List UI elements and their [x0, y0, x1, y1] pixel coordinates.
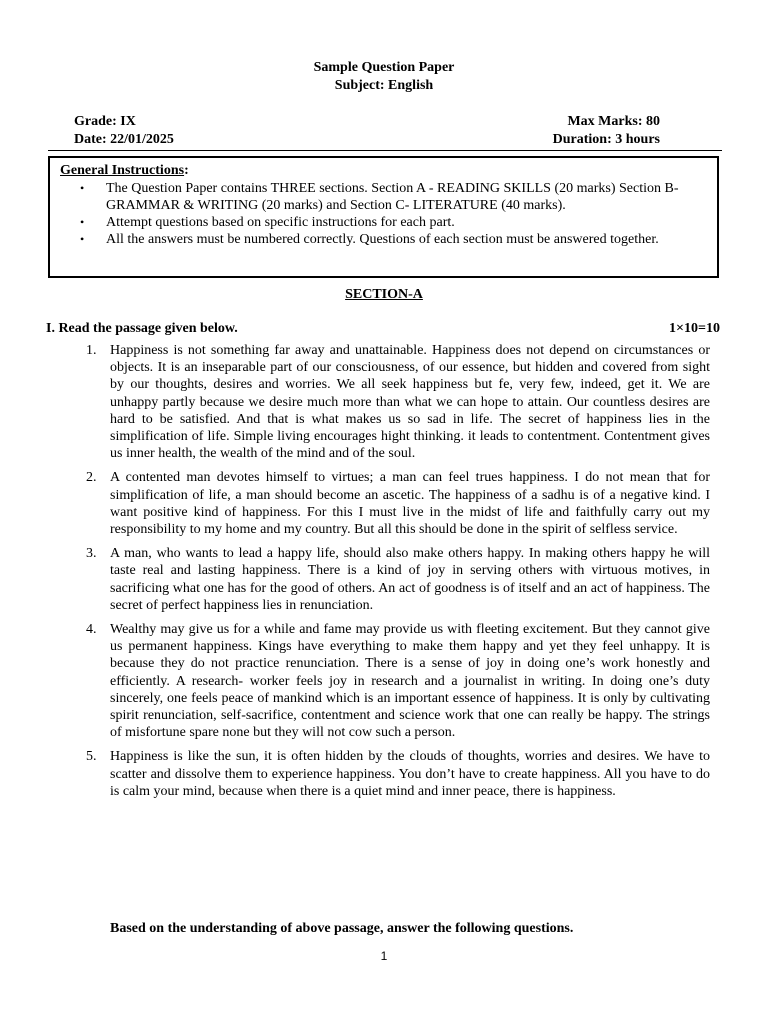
- question-text: I. Read the passage given below.: [46, 321, 238, 336]
- instruction-item: • All the answers must be numbered correctly. Questions of each section must be answered together.: [80, 232, 659, 247]
- passage-paragraph: 2. A contented man devotes himself to virtues; a man can feel trues happiness. I do not mean that for simplification of life, a man should become an ascetic. The happiness of a sadhu is of a negative kind. I want positive kind of happiness. For this I must live in the midst of life and faithfully carry out my responsibility to my home and my country. But all this should be done in the spirit of selfless service.: [86, 470, 710, 538]
- section-title: SECTION-A: [345, 287, 423, 302]
- questions-prompt: Based on the understanding of above passage, answer the following questions.: [110, 921, 574, 936]
- duration-label: Duration: 3 hours: [552, 132, 660, 147]
- passage-paragraph: 5. Happiness is like the sun, it is often hidden by the clouds of thoughts, worries and desires. We have to scatter and dissolve them to experience happiness. You don’t have to create happiness. All you have to do is calm your mind, because when there is a quiet mind and inner peace, there is happiness.: [86, 749, 710, 799]
- question-heading: [46, 320, 720, 338]
- meta-row-grade: [74, 113, 660, 131]
- bullet-icon: •: [80, 215, 85, 229]
- passage-paragraph: 3. A man, who wants to lead a happy life, should also make others happy. In making others happy he will taste real and lasting happiness. There is a kind of joy in serving others with virtuous motives, in sacrificing what one has for the good of others. An act of goodness is of itself and an act of happiness. The secret of perfect happiness lies in renunciation.: [86, 546, 710, 613]
- instructions-heading: General Instructions:: [60, 163, 189, 178]
- page-number: 1: [380, 949, 388, 963]
- paper-title: Sample Question Paper: [313, 60, 455, 75]
- instruction-item: • Attempt questions based on specific instructions for each part.: [80, 215, 455, 230]
- meta-row-date: [74, 131, 660, 149]
- max-marks-label: Max Marks: 80: [567, 114, 660, 129]
- passage-paragraph: 1. Happiness is not something far away and unattainable. Happiness does not depend on circumstances or objects. It is an inseparable part of our consciousness, of our essence, but hidden and covered from sight by our thoughts, desires and worries. We all seek happiness but fe, very few, indeed, get it. We are unhappy partly because we desire much more than what we can hope to attain. Our countless desires are hard to be satisfied. And that is what makes us so sad in life. The secret of happiness lies in the simplification of life. Simple living encourages hight thinking. it leads to contentment. Contentment gives us inner health, the wealth of the mind and of the soul.: [86, 343, 710, 462]
- page-title: [0, 59, 768, 95]
- passage-paragraph: 4. Wealthy may give us for a while and fame may provide us with fleeting excitement. But they cannot give us permanent happiness. Kings have everything to make them happy and yet they feel unhappy. It is because they do not practice renunciation. There is a sense of joy in doing one’s work honestly and efficiently. A research- worker feels joy in research and a journalist in writing. In doing one’s duty sincerely, one feels peace of mankind which is an important essence of happiness. It is only by cultivating spirit renunciation, self-sacrifice, contentment and science work that one can really be happy. The strings of misfortune spare none but they will not cow such a person.: [86, 622, 710, 741]
- instructions-list: [50, 180, 717, 248]
- question-marks: 1×10=10: [669, 321, 720, 336]
- instruction-item: • The Question Paper contains THREE sections. Section A - READING SKILLS (20 marks) Section B- GRAMMAR & WRITING (20 marks) and Section C- LITERATURE (40 marks).: [80, 181, 679, 213]
- bullet-icon: •: [80, 181, 85, 195]
- passage-list: [86, 342, 710, 807]
- bullet-icon: •: [80, 232, 85, 246]
- instructions-box: [48, 156, 719, 278]
- date-label: Date: 22/01/2025: [74, 132, 174, 147]
- grade-label: Grade: IX: [74, 114, 136, 129]
- paper-subject: Subject: English: [334, 78, 434, 93]
- header-divider: [48, 150, 722, 151]
